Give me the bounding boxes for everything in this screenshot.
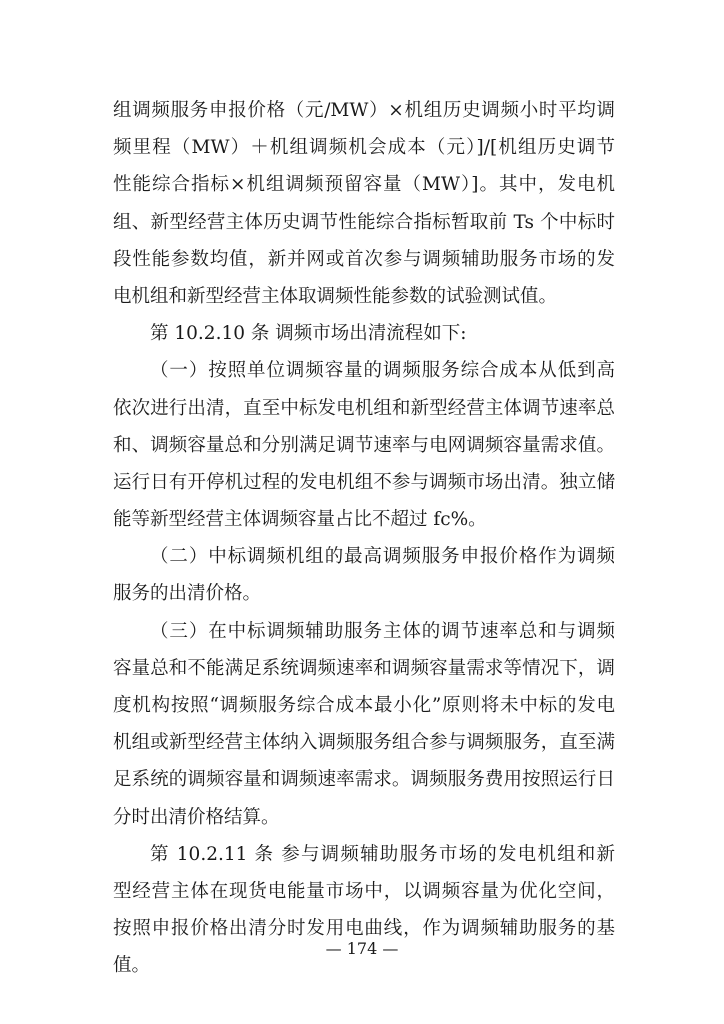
article-heading-10-2-11: 第 10.2.11 条 参与调频辅助服务市场的发电机组和新 [150, 843, 615, 865]
text-line: （二）中标调频机组的最高调频服务申报价格作为调频 [150, 546, 615, 568]
text-line: 分时出清价格结算。 [113, 806, 280, 828]
text-line: 值。 [113, 955, 151, 977]
text-line: 服务的出清价格。 [113, 583, 262, 605]
text-line: 度机构按照“调频服务综合成本最小化”原则将未中标的发电 [113, 695, 615, 716]
text-line: （一）按照单位调频容量的调频服务综合成本从低到高 [150, 360, 615, 382]
article-heading-10-2-10: 第 10.2.10 条 调频市场出清流程如下: [150, 323, 467, 345]
text-line: 组、新型经营主体历史调节性能综合指标暂取前 Ts 个中标时 [113, 211, 615, 233]
text-line: 段性能参数均值，新并网或首次参与调频辅助服务市场的发 [113, 248, 615, 270]
text-line: 足系统的调频容量和调频速率需求。调频服务费用按照运行日 [113, 769, 615, 791]
text-line: 能等新型经营主体调频容量占比不超过 fc%。 [113, 509, 487, 531]
text-line: 型经营主体在现货电能量市场中，以调频容量为优化空间， [113, 880, 615, 902]
text-line: 按照申报价格出清分时发用电曲线，作为调频辅助服务的基 [113, 918, 615, 940]
page-number: — 174 — [325, 939, 399, 958]
text-line: 组调频服务申报价格（元/MW）×机组历史调频小时平均调 [113, 100, 615, 121]
text-line: 运行日有开停机过程的发电机组不参与调频市场出清。独立储 [113, 471, 615, 493]
text-line: 频里程（MW）＋机组调频机会成本（元）]/[机组历史调节 [113, 137, 615, 159]
text-line: 机组或新型经营主体纳入调频服务组合参与调频服务，直至满 [113, 732, 615, 754]
text-line: 电机组和新型经营主体取调频性能参数的试验测试值。 [113, 285, 558, 307]
text-line: 性能综合指标×机组调频预留容量（MW）]。其中，发电机 [113, 174, 615, 196]
text-line: （三）在中标调频辅助服务主体的调节速率总和与调频 [150, 620, 615, 642]
text-line: 依次进行出清，直至中标发电机组和新型经营主体调节速率总 [113, 397, 615, 419]
text-line: 和、调频容量总和分别满足调节速率与电网调频容量需求值。 [113, 434, 615, 456]
text-line: 容量总和不能满足系统调频速率和调频容量需求等情况下，调 [113, 657, 615, 679]
body-text [113, 92, 615, 985]
